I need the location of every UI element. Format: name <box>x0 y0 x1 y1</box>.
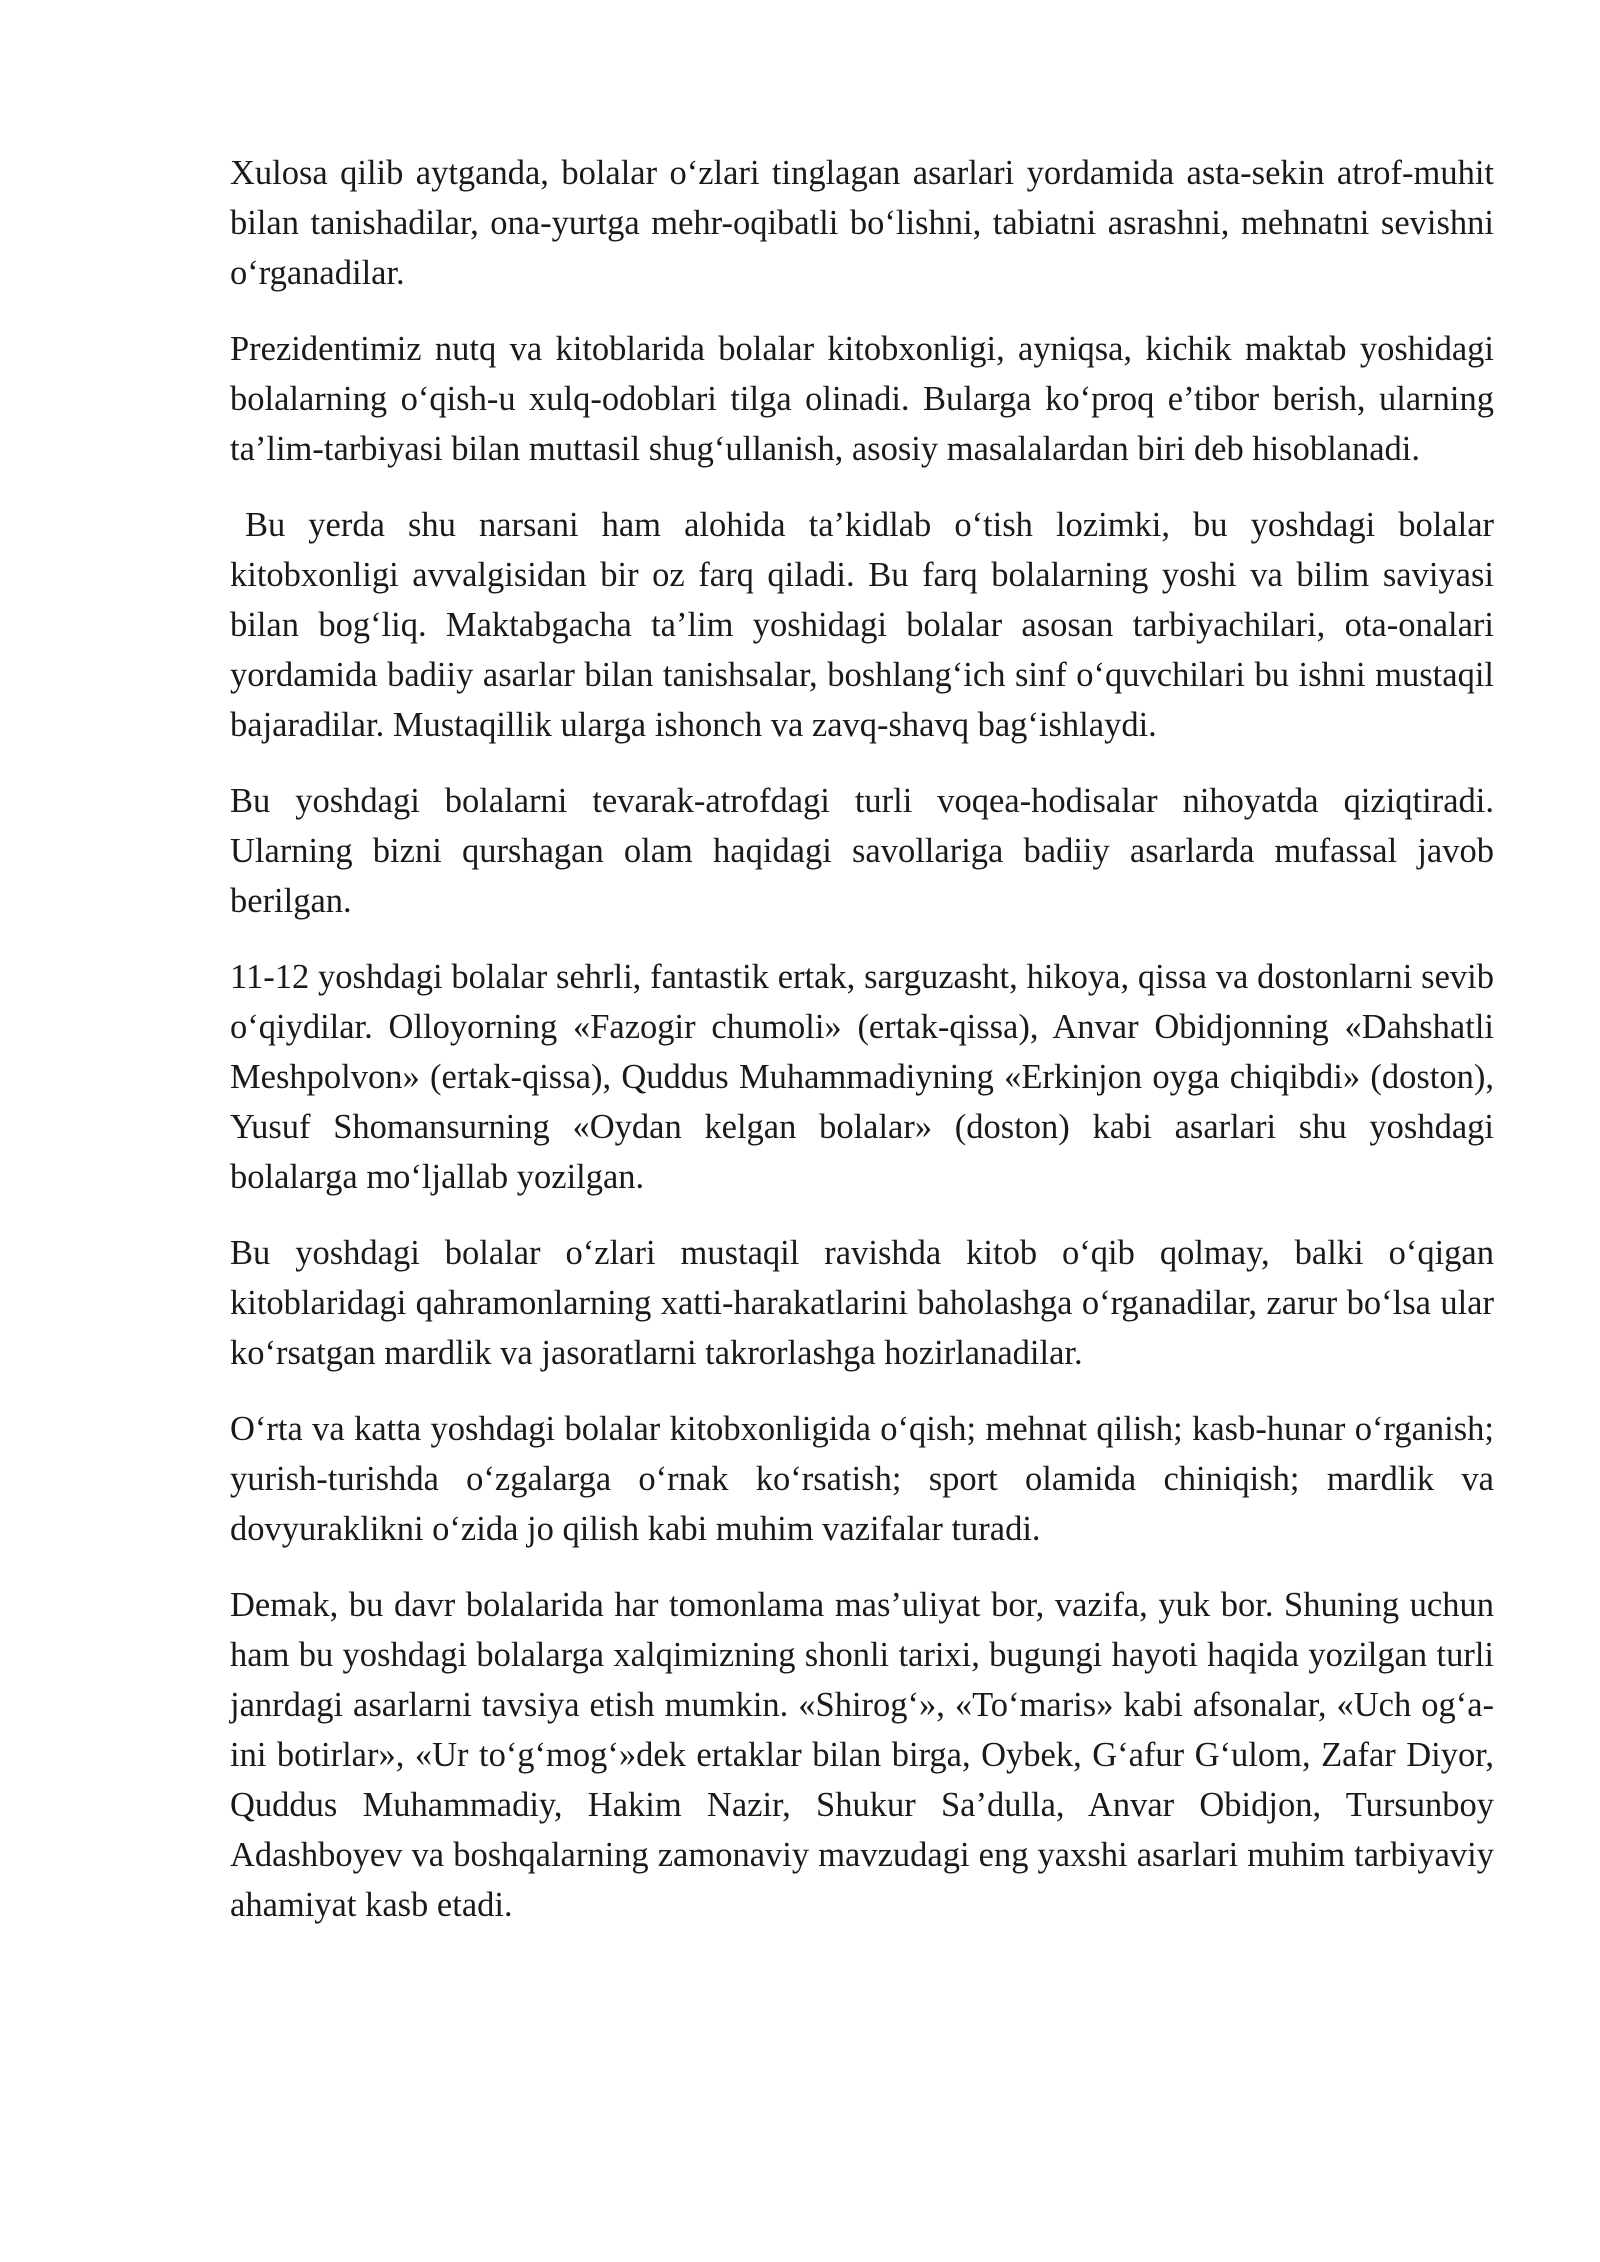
paragraph-age-11-12: 11-12 yoshdagi bolalar sehrli, fantastik ertak, sarguzasht, hikoya, qissa va dostonlarni sevib o‘qiydilar. Olloyorning «Fazogir chumoli» (ertak-qissa), Anvar Obidjonning «Dahshatli Meshpolvon» (ertak-qissa), Quddus Muhammadiyning «Erkinjon oyga chiqibdi» (doston), Yusuf Shomansurning «Oydan kelgan bolalar» (doston) kabi asarlari shu yoshdagi bolalarga mo‘ljallab yozilgan. <box>230 958 1494 1196</box>
paragraph-independent-reading: Bu yoshdagi bolalar o‘zlari mustaqil ravishda kitob o‘qib qolmay, balki o‘qigan kitoblaridagi qahramonlarning xatti-harakatlarini baholashga o‘rganadilar, zarur bo‘lsa ular ko‘rsatgan mardlik va jasoratlarni takrorlashga hozirlanadilar. <box>230 1234 1494 1372</box>
document-page <box>230 148 1494 1956</box>
paragraph-older-children: O‘rta va katta yoshdagi bolalar kitobxonligida o‘qish; mehnat qilish; kasb-hunar o‘rganish; yurish-turishda o‘zgalarga o‘rnak ko‘rsatish; sport olamida chiniqish; mardlik va dovyuraklikni o‘zida jo qilish kabi muhim vazifalar turadi. <box>230 1410 1494 1548</box>
paragraph-recommendations: Demak, bu davr bolalarida har tomonlama mas’uliyat bor, vazifa, yuk bor. Shuning uchun ham bu yoshdagi bolalarga xalqimizning shonli tarixi, bugungi hayoti haqida yozilgan turli janrdagi asarlarni tavsiya etish mumkin. «Shirog‘», «To‘maris» kabi afsonalar, «Uch og‘a-ini botirlar», «Ur to‘g‘mog‘»dek ertaklar bilan birga, Oybek, G‘afur G‘ulom, Zafar Diyor, Quddus Muhammadiy, Hakim Nazir, Shukur Sa’dulla, Anvar Obidjon, Tursunboy Adashboyev va boshqalarning zamonaviy mavzudagi eng yaxshi asarlari muhim tarbiyaviy ahamiyat kasb etadi. <box>230 1586 1494 1924</box>
paragraph-conclusion: Xulosa qilib aytganda, bolalar o‘zlari tinglagan asarlari yordamida asta-sekin atrof-muhit bilan tanishadilar, ona-yurtga mehr-oqibatli bo‘lishni, tabiatni asrashni, mehnatni sevishni o‘rganadilar. <box>230 154 1494 292</box>
paragraph-reading-difference: Bu yerda shu narsani ham alohida ta’kidlab o‘tish lozimki, bu yoshdagi bolalar kitobxonligi avvalgisidan bir oz farq qiladi. Bu farq bolalarning yoshi va bilim saviyasi bilan bog‘liq. Maktabgacha ta’lim yoshidagi bolalar asosan tarbiyachilari, ota-onalari yordamida badiiy asarlar bilan tanishsalar, boshlang‘ich sinf o‘quvchilari bu ishni mustaqil bajaradilar. Mustaqillik ularga ishonch va zavq-shavq bag‘ishlaydi. <box>230 506 1494 744</box>
paragraph-president: Prezidentimiz nutq va kitoblarida bolalar kitobxonligi, ayniqsa, kichik maktab yoshidagi bolalarning o‘qish-u xulq-odoblari tilga olinadi. Bularga ko‘proq e’tibor berish, ularning ta’lim-tarbiyasi bilan muttasil shug‘ullanish, asosiy masalalardan biri deb hisoblanadi. <box>230 330 1494 468</box>
paragraph-curiosity: Bu yoshdagi bolalarni tevarak-atrofdagi turli voqea-hodisalar nihoyatda qiziqtiradi. Ularning bizni qurshagan olam haqidagi savollariga badiiy asarlarda mufassal javob berilgan. <box>230 782 1494 920</box>
